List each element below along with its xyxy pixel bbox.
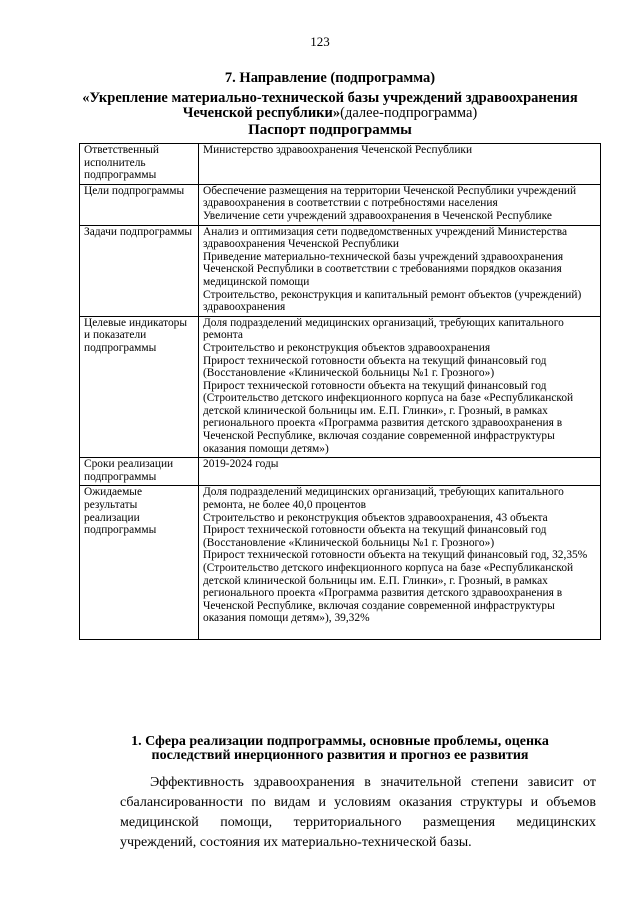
row-label: Цели подпрограммы bbox=[80, 184, 199, 225]
row-label: Задачи подпрограммы bbox=[80, 225, 199, 316]
row-text-line: Министерство здравоохранения Чеченской Республики bbox=[203, 144, 473, 156]
body-paragraph bbox=[120, 773, 596, 853]
row-label: Ожидаемые результаты реализации подпрограммы bbox=[80, 486, 199, 640]
row-label: Целевые индикаторы и показатели подпрограммы bbox=[80, 316, 199, 458]
table-row bbox=[80, 316, 601, 458]
row-text-line: 2019-2024 годы bbox=[203, 458, 279, 471]
row-text-line: Прирост технической готовности объекта на текущий финансовый год (Восстановление «Клинической больницы №1 г. Грозного») bbox=[203, 524, 547, 549]
row-text-line: (Строительство детского инфекционного корпуса на базе «Республиканской детской клинической больницы им. Е.П. Глинки», г. Грозный, в рамках регионального проекта «Программа развития детского здравоохранения в Чеченской Республике, включая создание современной инфраструктуры оказания помощи детям») bbox=[203, 392, 574, 455]
row-text-line: Строительство и реконструкция объектов здравоохранения, 43 объекта bbox=[203, 511, 548, 524]
table-row bbox=[80, 458, 601, 486]
row-text-line: (Строительство детского инфекционного корпуса на базе «Республиканской детской клинической больницы им. Е.П. Глинки», г. Грозный, в рамках регионального проекта «Программа развития детского здравоохранения в Чеченской Республике, включая создание современной инфраструктуры оказания помощи детям»), 39,32% bbox=[203, 562, 574, 625]
row-content bbox=[199, 144, 601, 185]
table-row bbox=[80, 225, 601, 316]
section-heading-line: 1. Сфера реализации подпрограммы, основные проблемы, оценка bbox=[131, 734, 549, 749]
section-heading bbox=[80, 735, 600, 763]
paragraph-line: учреждений, состояния их материально-технической базы. bbox=[120, 835, 472, 850]
section-title: 7. Направление (подпрограмма) bbox=[224, 70, 436, 86]
row-text-line: Увеличение сети учреждений здравоохранения в Чеченской Республике bbox=[203, 209, 552, 222]
row-text-line: Доля подразделений медицинских организаций, требующих капитального ремонта, не более 40,0 процентов bbox=[203, 486, 564, 512]
row-text-line: Обеспечение размещения на территории Чеченской Республики учреждений здравоохранения в соответствии с потребностями населения bbox=[203, 184, 577, 210]
row-content bbox=[199, 184, 601, 225]
subprogram-title-name: «Укрепление материально-технической базы учреждений здравоохранения Чеченской республики» bbox=[82, 90, 578, 121]
paragraph-line: сбалансированности по видам и условиям оказания структуры и объемов bbox=[120, 795, 596, 810]
row-text-line: Прирост технической готовности объекта на текущий финансовый год (Восстановление «Клинической больницы №1 г. Грозного») bbox=[203, 354, 547, 380]
passport-table bbox=[79, 143, 601, 640]
row-text-line: Доля подразделений медицинских организаций, требующих капитального ремонта bbox=[203, 316, 564, 342]
table-row bbox=[80, 184, 601, 225]
subprogram-title bbox=[60, 91, 600, 121]
row-label: Ответственный исполнитель подпрограммы bbox=[80, 144, 199, 185]
subprogram-title-suffix: (далее-подпрограмма) bbox=[340, 105, 478, 121]
paragraph-line: Эффективность здравоохранения в значительной степени зависит от bbox=[150, 775, 596, 790]
row-content bbox=[199, 486, 601, 640]
page-number: 123 bbox=[310, 34, 330, 49]
row-text-line: Прирост технической готовности объекта на текущий финансовый год bbox=[203, 379, 547, 392]
paragraph-line: медицинской помощи, территориального размещения медицинских bbox=[120, 815, 596, 830]
row-content bbox=[199, 316, 601, 458]
row-content bbox=[199, 225, 601, 316]
passport-title: Паспорт подпрограммы bbox=[248, 122, 412, 138]
row-text-line: Строительство, реконструкция и капитальный ремонт объектов (учреждений) здравоохранения bbox=[203, 288, 582, 314]
section-heading-line: последствий инерционного развития и прогноз ее развития bbox=[151, 748, 529, 763]
row-text-line: Приведение материально-технической базы учреждений здравоохранения Чеченской Республики в соответствии с требованиями порядков оказания медицинской помощи bbox=[203, 250, 564, 288]
row-text-line: Строительство и реконструкция объектов здравоохранения bbox=[203, 341, 491, 354]
row-label: Сроки реализации подпрограммы bbox=[80, 458, 199, 486]
table-row bbox=[80, 486, 601, 640]
row-text-line: Анализ и оптимизация сети подведомственных учреждений Министерства здравоохранения Чеченской Республики bbox=[203, 225, 568, 251]
row-content bbox=[199, 458, 601, 486]
row-text-line: Прирост технической готовности объекта на текущий финансовый год, 32,35% bbox=[203, 549, 588, 562]
table-row bbox=[80, 144, 601, 185]
